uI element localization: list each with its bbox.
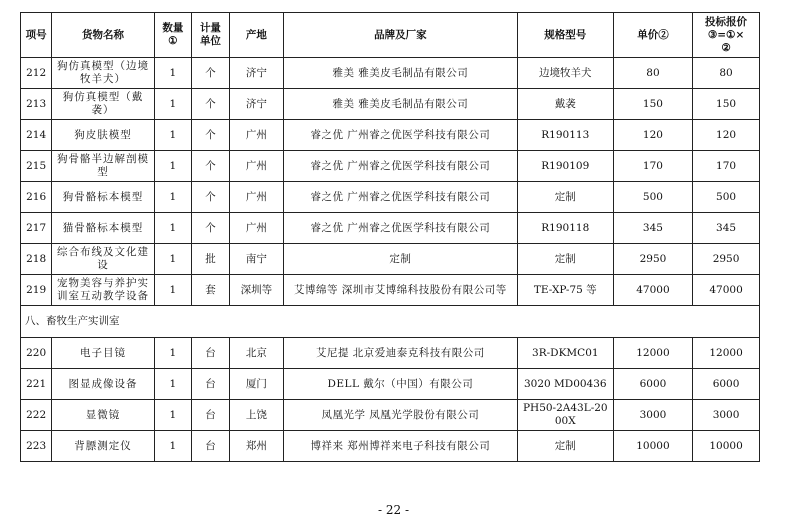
cell-unit: 个 xyxy=(192,120,230,151)
cell-total: 12000 xyxy=(693,338,760,369)
header-total: 投标报价 ③=①× ② xyxy=(693,13,760,58)
table-row xyxy=(21,58,760,89)
header-no: 项号 xyxy=(21,13,52,58)
cell-model: 边境牧羊犬 xyxy=(517,58,613,89)
cell-total: 170 xyxy=(693,151,760,182)
section-row xyxy=(21,306,760,338)
cell-qty: 1 xyxy=(154,244,192,275)
cell-no: 218 xyxy=(21,244,52,275)
cell-qty: 1 xyxy=(154,120,192,151)
cell-brand: 凤凰光学 凤凰光学股份有限公司 xyxy=(283,400,517,431)
cell-model: PH50-2A43L-2000X xyxy=(517,400,613,431)
cell-origin: 广州 xyxy=(229,151,283,182)
header-price: 单价② xyxy=(613,13,692,58)
table-row xyxy=(21,213,760,244)
cell-price: 80 xyxy=(613,58,692,89)
cell-price: 3000 xyxy=(613,400,692,431)
cell-no: 214 xyxy=(21,120,52,151)
table-row xyxy=(21,120,760,151)
cell-name: 猫骨骼标本模型 xyxy=(52,213,154,244)
cell-price: 47000 xyxy=(613,275,692,306)
cell-total: 120 xyxy=(693,120,760,151)
cell-no: 213 xyxy=(21,89,52,120)
header-origin: 产地 xyxy=(229,13,283,58)
cell-origin: 广州 xyxy=(229,182,283,213)
cell-price: 6000 xyxy=(613,369,692,400)
cell-price: 170 xyxy=(613,151,692,182)
cell-name: 狗骨骼标本模型 xyxy=(52,182,154,213)
cell-brand: 雅美 雅美皮毛制品有限公司 xyxy=(283,89,517,120)
cell-model: 定制 xyxy=(517,182,613,213)
cell-no: 223 xyxy=(21,431,52,462)
cell-qty: 1 xyxy=(154,58,192,89)
table-row xyxy=(21,369,760,400)
cell-no: 220 xyxy=(21,338,52,369)
header-qty: 数量 ① xyxy=(154,13,192,58)
cell-total: 47000 xyxy=(693,275,760,306)
table-row xyxy=(21,89,760,120)
cell-brand: 定制 xyxy=(283,244,517,275)
cell-model: 定制 xyxy=(517,431,613,462)
cell-price: 500 xyxy=(613,182,692,213)
cell-qty: 1 xyxy=(154,275,192,306)
cell-qty: 1 xyxy=(154,89,192,120)
cell-origin: 深圳等 xyxy=(229,275,283,306)
cell-no: 222 xyxy=(21,400,52,431)
cell-no: 219 xyxy=(21,275,52,306)
goods-quote-table xyxy=(20,12,760,462)
cell-origin: 广州 xyxy=(229,213,283,244)
header-unit: 计量 单位 xyxy=(192,13,230,58)
cell-brand: 睿之优 广州睿之优医学科技有限公司 xyxy=(283,182,517,213)
cell-qty: 1 xyxy=(154,369,192,400)
cell-brand: 博祥来 郑州博祥来电子科技有限公司 xyxy=(283,431,517,462)
cell-origin: 郑州 xyxy=(229,431,283,462)
cell-qty: 1 xyxy=(154,338,192,369)
cell-total: 10000 xyxy=(693,431,760,462)
cell-total: 2950 xyxy=(693,244,760,275)
cell-qty: 1 xyxy=(154,182,192,213)
cell-brand: 艾博绵等 深圳市艾博绵科技股份有限公司等 xyxy=(283,275,517,306)
cell-model: TE-XP-75 等 xyxy=(517,275,613,306)
cell-name: 背膘测定仪 xyxy=(52,431,154,462)
page-number: - 22 - xyxy=(377,503,409,517)
cell-name: 狗仿真模型（边境牧羊犬） xyxy=(52,58,154,89)
cell-brand: 睿之优 广州睿之优医学科技有限公司 xyxy=(283,120,517,151)
table-row xyxy=(21,244,760,275)
header-brand: 品牌及厂家 xyxy=(283,13,517,58)
cell-origin: 北京 xyxy=(229,338,283,369)
cell-total: 345 xyxy=(693,213,760,244)
cell-model: 3020 MD00436 xyxy=(517,369,613,400)
cell-unit: 个 xyxy=(192,58,230,89)
cell-qty: 1 xyxy=(154,213,192,244)
cell-qty: 1 xyxy=(154,431,192,462)
cell-no: 216 xyxy=(21,182,52,213)
cell-brand: 艾尼提 北京爱迪泰克科技有限公司 xyxy=(283,338,517,369)
table-row xyxy=(21,182,760,213)
cell-price: 2950 xyxy=(613,244,692,275)
cell-no: 212 xyxy=(21,58,52,89)
cell-name: 狗骨骼半边解剖模型 xyxy=(52,151,154,182)
cell-unit: 台 xyxy=(192,431,230,462)
cell-unit: 批 xyxy=(192,244,230,275)
table-row xyxy=(21,431,760,462)
cell-unit: 台 xyxy=(192,369,230,400)
cell-total: 6000 xyxy=(693,369,760,400)
cell-model: R190109 xyxy=(517,151,613,182)
section-title: 八、畜牧生产实训室 xyxy=(21,306,760,338)
cell-no: 221 xyxy=(21,369,52,400)
cell-origin: 济宁 xyxy=(229,89,283,120)
cell-brand: 雅美 雅美皮毛制品有限公司 xyxy=(283,58,517,89)
cell-total: 150 xyxy=(693,89,760,120)
cell-total: 3000 xyxy=(693,400,760,431)
table-header-row xyxy=(21,13,760,58)
cell-brand: 睿之优 广州睿之优医学科技有限公司 xyxy=(283,213,517,244)
cell-name: 电子目镜 xyxy=(52,338,154,369)
cell-price: 120 xyxy=(613,120,692,151)
cell-unit: 个 xyxy=(192,182,230,213)
cell-model: 戴袭 xyxy=(517,89,613,120)
cell-unit: 套 xyxy=(192,275,230,306)
cell-price: 12000 xyxy=(613,338,692,369)
cell-name: 狗仿真模型（戴袭） xyxy=(52,89,154,120)
cell-unit: 个 xyxy=(192,213,230,244)
cell-no: 217 xyxy=(21,213,52,244)
cell-qty: 1 xyxy=(154,400,192,431)
table-row xyxy=(21,275,760,306)
cell-origin: 济宁 xyxy=(229,58,283,89)
cell-name: 显微镜 xyxy=(52,400,154,431)
cell-price: 10000 xyxy=(613,431,692,462)
cell-price: 150 xyxy=(613,89,692,120)
cell-unit: 台 xyxy=(192,400,230,431)
cell-qty: 1 xyxy=(154,151,192,182)
header-model: 规格型号 xyxy=(517,13,613,58)
cell-model: R190118 xyxy=(517,213,613,244)
cell-origin: 广州 xyxy=(229,120,283,151)
cell-total: 500 xyxy=(693,182,760,213)
cell-model: 3R-DKMC01 xyxy=(517,338,613,369)
cell-model: R190113 xyxy=(517,120,613,151)
cell-unit: 个 xyxy=(192,89,230,120)
table-row xyxy=(21,338,760,369)
table-row xyxy=(21,151,760,182)
cell-unit: 台 xyxy=(192,338,230,369)
cell-unit: 个 xyxy=(192,151,230,182)
cell-name: 狗皮肤模型 xyxy=(52,120,154,151)
cell-origin: 厦门 xyxy=(229,369,283,400)
cell-origin: 南宁 xyxy=(229,244,283,275)
cell-no: 215 xyxy=(21,151,52,182)
cell-name: 综合布线及文化建设 xyxy=(52,244,154,275)
table-row xyxy=(21,400,760,431)
cell-total: 80 xyxy=(693,58,760,89)
cell-price: 345 xyxy=(613,213,692,244)
cell-name: 宠物美容与养护实训室互动教学设备 xyxy=(52,275,154,306)
cell-name: 图显成像设备 xyxy=(52,369,154,400)
cell-brand: 睿之优 广州睿之优医学科技有限公司 xyxy=(283,151,517,182)
cell-brand: DELL 戴尔（中国）有限公司 xyxy=(283,369,517,400)
cell-origin: 上饶 xyxy=(229,400,283,431)
cell-model: 定制 xyxy=(517,244,613,275)
header-name: 货物名称 xyxy=(52,13,154,58)
